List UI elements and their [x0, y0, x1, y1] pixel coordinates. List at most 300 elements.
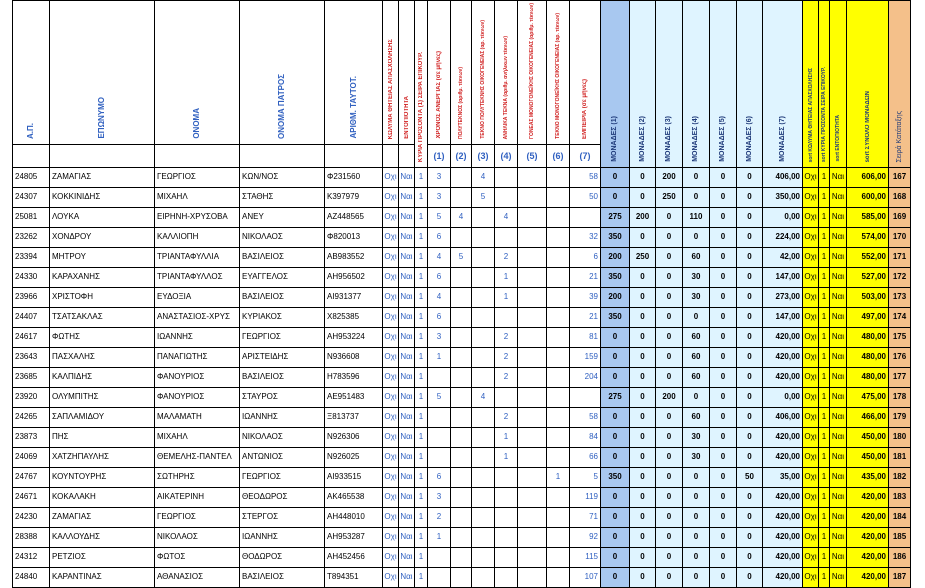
cell-on: ΑΙΚΑΤΕΡΙΝΗ — [155, 487, 240, 507]
table-row — [13, 367, 911, 387]
cell-c2: 5 — [451, 247, 472, 267]
cell-ent: Ναι — [399, 467, 415, 487]
cell-c6 — [547, 227, 570, 247]
cell-c6 — [547, 347, 570, 367]
cell-ep: ΧΡΙΣΤΟΦΗ — [50, 287, 155, 307]
cell-m1: 0 — [601, 447, 630, 467]
cell-c4: 1 — [495, 287, 518, 307]
cell-ent: Ναι — [399, 487, 415, 507]
cell-c4: 4 — [495, 207, 518, 227]
cell-ky: 1 — [415, 467, 428, 487]
cell-m7: 35,00 — [763, 467, 803, 487]
cell-sky: 1 — [819, 567, 830, 587]
cell-kol: Οχι — [383, 507, 399, 527]
cell-id: ΑΙ933515 — [325, 467, 383, 487]
cell-ent: Ναι — [399, 347, 415, 367]
cell-c3 — [472, 507, 495, 527]
cell-m7: 42,00 — [763, 247, 803, 267]
header-kyria: ΚΥΡΙΑ ΠΡΟΣΟΝΤΑ (1) ΣΕΙΡΑ ΕΠΙΚΟΥΡ. — [415, 1, 428, 168]
cell-m2: 0 — [630, 287, 656, 307]
cell-ap: 24671 — [13, 487, 50, 507]
cell-ep: ΖΑΜΑΓΙΑΣ — [50, 507, 155, 527]
cell-id: ΑΗ448010 — [325, 507, 383, 527]
cell-kol: Οχι — [383, 567, 399, 587]
cell-ap: 23262 — [13, 227, 50, 247]
cell-rank: 186 — [889, 547, 911, 567]
cell-c3 — [472, 347, 495, 367]
cell-sum: 497,00 — [847, 307, 889, 327]
cell-m5: 0 — [710, 347, 737, 367]
cell-m4: 0 — [683, 187, 710, 207]
cell-c6 — [547, 207, 570, 227]
colnum-2: (2) — [451, 144, 472, 167]
cell-on: ΙΩΑΝΝΗΣ — [155, 327, 240, 347]
cell-c2 — [451, 567, 472, 587]
cell-rank: 173 — [889, 287, 911, 307]
cell-c4 — [495, 567, 518, 587]
cell-m4: 30 — [683, 427, 710, 447]
cell-ky: 1 — [415, 207, 428, 227]
cell-kol: Οχι — [383, 467, 399, 487]
cell-sky: 1 — [819, 487, 830, 507]
cell-c4: 2 — [495, 347, 518, 367]
cell-c7: 204 — [570, 367, 601, 387]
cell-sk: Οχι — [803, 327, 819, 347]
cell-ap: 24330 — [13, 267, 50, 287]
cell-m4: 0 — [683, 167, 710, 187]
cell-m3: 200 — [656, 167, 683, 187]
cell-ep: ΟΛΥΜΠΙΤΗΣ — [50, 387, 155, 407]
cell-c6 — [547, 547, 570, 567]
cell-ap: 24069 — [13, 447, 50, 467]
cell-c5 — [518, 187, 547, 207]
table-row — [13, 527, 911, 547]
cell-id: Κ397979 — [325, 187, 383, 207]
cell-id: Η783596 — [325, 367, 383, 387]
cell-rank: 176 — [889, 347, 911, 367]
cell-sky: 1 — [819, 367, 830, 387]
cell-c2 — [451, 527, 472, 547]
cell-m2: 0 — [630, 427, 656, 447]
cell-c5 — [518, 287, 547, 307]
cell-on: ΜΙΧΑΗΛ — [155, 187, 240, 207]
cell-c1: 1 — [428, 347, 451, 367]
cell-sky: 1 — [819, 427, 830, 447]
cell-ky: 1 — [415, 347, 428, 367]
cell-c1: 3 — [428, 187, 451, 207]
cell-sum: 420,00 — [847, 527, 889, 547]
colnum-4: (4) — [495, 144, 518, 167]
cell-ent: Ναι — [399, 187, 415, 207]
header-sort-kolyma: sort ΚΩΛΥΜΑ ΘΗΤΕΙΑΣ ΑΠΑΣΧΟΛΗΣΗΣ — [803, 1, 819, 168]
header-onoma: ΟΝΟΜΑ — [155, 1, 240, 145]
cell-c5 — [518, 327, 547, 347]
cell-id: ΑΙ931377 — [325, 287, 383, 307]
cell-pat: ΕΥΑΓΓΕΛΟΣ — [240, 267, 325, 287]
cell-id: ΑΗ953224 — [325, 327, 383, 347]
cell-m6: 0 — [737, 367, 763, 387]
cell-on: ΣΩΤΗΡΗΣ — [155, 467, 240, 487]
cell-m3: 0 — [656, 347, 683, 367]
cell-c4: 2 — [495, 367, 518, 387]
cell-m3: 0 — [656, 227, 683, 247]
cell-m4: 110 — [683, 207, 710, 227]
cell-ap: 28388 — [13, 527, 50, 547]
cell-c6: 1 — [547, 467, 570, 487]
cell-m2: 0 — [630, 307, 656, 327]
cell-m2: 0 — [630, 227, 656, 247]
cell-sky: 1 — [819, 187, 830, 207]
cell-c3 — [472, 407, 495, 427]
cell-c3 — [472, 447, 495, 467]
cell-c6 — [547, 487, 570, 507]
header-anilika: ΑΝΗΛΙΚΑ ΤΕΚΝΑ (αριθμ. ανήλικων τέκνων) — [495, 1, 518, 145]
cell-sk: Οχι — [803, 187, 819, 207]
cell-id: ΑΚ465538 — [325, 487, 383, 507]
cell-ent: Ναι — [399, 447, 415, 467]
cell-c5 — [518, 247, 547, 267]
cell-m1: 275 — [601, 387, 630, 407]
header-monades1: ΜΟΝΑΔΕΣ (1) — [601, 1, 630, 168]
cell-c6 — [547, 307, 570, 327]
cell-sky: 1 — [819, 327, 830, 347]
cell-pat: ΣΤΑΘΗΣ — [240, 187, 325, 207]
cell-c7: 50 — [570, 187, 601, 207]
cell-c1: 6 — [428, 307, 451, 327]
cell-m5: 0 — [710, 327, 737, 347]
cell-m6: 0 — [737, 267, 763, 287]
cell-rank: 179 — [889, 407, 911, 427]
cell-m7: 0,00 — [763, 207, 803, 227]
cell-pat: ΒΑΣΙΛΕΙΟΣ — [240, 247, 325, 267]
cell-m4: 0 — [683, 547, 710, 567]
cell-sk: Οχι — [803, 467, 819, 487]
cell-sk: Οχι — [803, 387, 819, 407]
cell-on: ΦΑΝΟΥΡΙΟΣ — [155, 367, 240, 387]
cell-rank: 169 — [889, 207, 911, 227]
cell-id: Φ231560 — [325, 167, 383, 187]
cell-ep: ΚΑΛΠΙΔΗΣ — [50, 367, 155, 387]
cell-ent: Ναι — [399, 507, 415, 527]
cell-c7: 84 — [570, 427, 601, 447]
cell-c5 — [518, 167, 547, 187]
cell-m6: 0 — [737, 347, 763, 367]
cell-ky: 1 — [415, 487, 428, 507]
cell-c4 — [495, 507, 518, 527]
cell-on: ΜΙΧΑΗΛ — [155, 427, 240, 447]
table-row — [13, 447, 911, 467]
cell-c7: 119 — [570, 487, 601, 507]
header-teknomono: ΤΕΚΝΟ ΜΟΝΟΓΟΝΕΪΚΗΣ ΟΙΚΟΓΕΝΕΙΑΣ (αρ. τέκνων) — [547, 1, 570, 145]
cell-kol: Οχι — [383, 167, 399, 187]
cell-m4: 60 — [683, 347, 710, 367]
cell-m2: 0 — [630, 487, 656, 507]
cell-id: Χ825385 — [325, 307, 383, 327]
cell-c6 — [547, 267, 570, 287]
table-row — [13, 407, 911, 427]
cell-c3 — [472, 427, 495, 447]
cell-sk: Οχι — [803, 247, 819, 267]
cell-sk: Οχι — [803, 287, 819, 307]
cell-rank: 177 — [889, 367, 911, 387]
cell-pat: ΙΩΑΝΝΗΣ — [240, 407, 325, 427]
cell-m1: 0 — [601, 487, 630, 507]
cell-m6: 0 — [737, 167, 763, 187]
cell-m7: 420,00 — [763, 427, 803, 447]
cell-c5 — [518, 367, 547, 387]
cell-c3: 4 — [472, 167, 495, 187]
cell-sum: 420,00 — [847, 567, 889, 587]
cell-sky: 1 — [819, 407, 830, 427]
cell-ap: 24230 — [13, 507, 50, 527]
cell-ent: Ναι — [399, 387, 415, 407]
cell-ky: 1 — [415, 407, 428, 427]
cell-m7: 0,00 — [763, 387, 803, 407]
cell-ky: 1 — [415, 287, 428, 307]
cell-c2 — [451, 347, 472, 367]
cell-c4 — [495, 307, 518, 327]
cell-m3: 0 — [656, 287, 683, 307]
cell-sum: 475,00 — [847, 387, 889, 407]
cell-c5 — [518, 387, 547, 407]
cell-ky: 1 — [415, 267, 428, 287]
cell-id: Ξ813737 — [325, 407, 383, 427]
cell-m3: 0 — [656, 547, 683, 567]
cell-c4: 2 — [495, 407, 518, 427]
cell-c5 — [518, 427, 547, 447]
cell-c2 — [451, 167, 472, 187]
cell-m7: 273,00 — [763, 287, 803, 307]
cell-id: ΑΖ448565 — [325, 207, 383, 227]
cell-c4 — [495, 487, 518, 507]
cell-m1: 0 — [601, 507, 630, 527]
cell-c6 — [547, 567, 570, 587]
cell-c5 — [518, 547, 547, 567]
cell-pat: ΒΑΣΙΛΕΙΟΣ — [240, 367, 325, 387]
header-teknopoly: ΤΕΚΝΟ ΠΟΛΥΤΕΚΝΗΣ ΟΙΚΟΓΕΝΕΙΑΣ (αρ. τέκνων) — [472, 1, 495, 145]
cell-c4 — [495, 527, 518, 547]
cell-ep: ΛΟΥΚΑ — [50, 207, 155, 227]
cell-c3 — [472, 307, 495, 327]
cell-on: ΜΑΛΑΜΑΤΗ — [155, 407, 240, 427]
cell-sky: 1 — [819, 167, 830, 187]
cell-pat: ΑΝΤΩΝΙΟΣ — [240, 447, 325, 467]
cell-rank: 187 — [889, 567, 911, 587]
cell-on: ΘΕΜΕΛΗΣ-ΠΑΝΤΕΛ — [155, 447, 240, 467]
cell-ep: ΧΑΤΖΗΠΑΥΛΗΣ — [50, 447, 155, 467]
cell-m6: 0 — [737, 327, 763, 347]
cell-m6: 0 — [737, 207, 763, 227]
cell-rank: 182 — [889, 467, 911, 487]
cell-c2 — [451, 327, 472, 347]
cell-c1: 4 — [428, 247, 451, 267]
cell-pat: ΑΡΙΣΤΕΙΔΗΣ — [240, 347, 325, 367]
cell-ep: ΖΑΜΑΓΙΑΣ — [50, 167, 155, 187]
cell-m7: 147,00 — [763, 307, 803, 327]
cell-ky: 1 — [415, 527, 428, 547]
cell-ap: 24617 — [13, 327, 50, 347]
cell-c5 — [518, 527, 547, 547]
cell-kol: Οχι — [383, 227, 399, 247]
cell-m5: 0 — [710, 447, 737, 467]
cell-ent: Ναι — [399, 367, 415, 387]
header-arithm: ΑΡΙΘΜ. ΤΑΥΤΟΤ. — [325, 1, 383, 145]
cell-sum: 527,00 — [847, 267, 889, 287]
cell-sk: Οχι — [803, 567, 819, 587]
cell-ky: 1 — [415, 247, 428, 267]
cell-se: Ναι — [830, 427, 847, 447]
table-row — [13, 167, 911, 187]
table-row — [13, 307, 911, 327]
cell-ep: ΚΟΚΚΙΝΙΔΗΣ — [50, 187, 155, 207]
cell-m7: 420,00 — [763, 527, 803, 547]
cell-m7: 420,00 — [763, 547, 803, 567]
cell-m2: 0 — [630, 187, 656, 207]
cell-kol: Οχι — [383, 387, 399, 407]
cell-ep: ΚΑΡΑΧΑΝΗΣ — [50, 267, 155, 287]
cell-m1: 350 — [601, 467, 630, 487]
cell-sky: 1 — [819, 467, 830, 487]
cell-rank: 172 — [889, 267, 911, 287]
cell-c3 — [472, 367, 495, 387]
cell-se: Ναι — [830, 547, 847, 567]
cell-c5 — [518, 227, 547, 247]
cell-sum: 450,00 — [847, 447, 889, 467]
cell-c3 — [472, 527, 495, 547]
cell-m2: 0 — [630, 367, 656, 387]
cell-c5 — [518, 347, 547, 367]
cell-c1 — [428, 567, 451, 587]
cell-ent: Ναι — [399, 547, 415, 567]
cell-m6: 0 — [737, 287, 763, 307]
cell-m6: 0 — [737, 407, 763, 427]
cell-id: Ν926025 — [325, 447, 383, 467]
cell-sum: 480,00 — [847, 347, 889, 367]
cell-sky: 1 — [819, 547, 830, 567]
header-empeiria: ΕΜΠΕΙΡΙΑ (σε μήνες) — [570, 1, 601, 145]
table-row — [13, 227, 911, 247]
cell-m5: 0 — [710, 387, 737, 407]
header-sort-entop: sort ΕΝΤΟΠΙΟΤΗΤΑ — [830, 1, 847, 168]
cell-m1: 0 — [601, 367, 630, 387]
cell-m5: 0 — [710, 407, 737, 427]
cell-m5: 0 — [710, 567, 737, 587]
cell-rank: 180 — [889, 427, 911, 447]
cell-c1 — [428, 447, 451, 467]
cell-c1: 3 — [428, 487, 451, 507]
cell-c6 — [547, 407, 570, 427]
cell-se: Ναι — [830, 367, 847, 387]
cell-m2: 0 — [630, 507, 656, 527]
cell-m4: 0 — [683, 307, 710, 327]
colnum-1: (1) — [428, 144, 451, 167]
cell-c6 — [547, 247, 570, 267]
cell-on: ΑΝΑΣΤΑΣΙΟΣ-ΧΡΥΣ — [155, 307, 240, 327]
cell-m1: 0 — [601, 327, 630, 347]
cell-sk: Οχι — [803, 547, 819, 567]
cell-c6 — [547, 507, 570, 527]
table-row — [13, 387, 911, 407]
cell-m7: 420,00 — [763, 507, 803, 527]
cell-c6 — [547, 287, 570, 307]
cell-se: Ναι — [830, 447, 847, 467]
cell-se: Ναι — [830, 207, 847, 227]
cell-m4: 60 — [683, 407, 710, 427]
cell-on: ΦΩΤΟΣ — [155, 547, 240, 567]
cell-c7: 81 — [570, 327, 601, 347]
cell-c6 — [547, 387, 570, 407]
cell-sk: Οχι — [803, 407, 819, 427]
cell-pat: ΣΤΕΡΓΟΣ — [240, 507, 325, 527]
cell-on: ΠΑΝΑΓΙΩΤΗΣ — [155, 347, 240, 367]
cell-c7 — [570, 207, 601, 227]
cell-ky: 1 — [415, 447, 428, 467]
cell-c5 — [518, 507, 547, 527]
cell-sky: 1 — [819, 307, 830, 327]
cell-c2 — [451, 507, 472, 527]
cell-c2 — [451, 367, 472, 387]
table-row — [13, 507, 911, 527]
cell-c7: 6 — [570, 247, 601, 267]
cell-m2: 0 — [630, 567, 656, 587]
cell-c3 — [472, 267, 495, 287]
cell-c1: 1 — [428, 527, 451, 547]
cell-c5 — [518, 567, 547, 587]
table-row — [13, 347, 911, 367]
cell-c7: 71 — [570, 507, 601, 527]
cell-c4: 2 — [495, 327, 518, 347]
cell-sum: 466,00 — [847, 407, 889, 427]
header-monades5: ΜΟΝΑΔΕΣ (5) — [710, 1, 737, 168]
cell-pat: ΘΟΔΩΡΟΣ — [240, 547, 325, 567]
cell-c4 — [495, 547, 518, 567]
cell-c7: 58 — [570, 167, 601, 187]
cell-ap: 23873 — [13, 427, 50, 447]
cell-ky: 1 — [415, 547, 428, 567]
cell-c6 — [547, 447, 570, 467]
cell-ap: 24805 — [13, 167, 50, 187]
cell-m1: 200 — [601, 247, 630, 267]
cell-id: ΑΗ452456 — [325, 547, 383, 567]
cell-pat: ΝΙΚΟΛΑΟΣ — [240, 427, 325, 447]
cell-c2: 4 — [451, 207, 472, 227]
cell-kol: Οχι — [383, 527, 399, 547]
cell-on: ΤΡΙΑΝΤΑΦΥΛΛΟΣ — [155, 267, 240, 287]
cell-m2: 0 — [630, 327, 656, 347]
cell-c6 — [547, 167, 570, 187]
cell-se: Ναι — [830, 467, 847, 487]
cell-m4: 0 — [683, 227, 710, 247]
cell-ent: Ναι — [399, 327, 415, 347]
cell-sk: Οχι — [803, 487, 819, 507]
cell-m5: 0 — [710, 287, 737, 307]
cell-m6: 0 — [737, 227, 763, 247]
cell-c5 — [518, 447, 547, 467]
cell-sky: 1 — [819, 227, 830, 247]
table-row — [13, 467, 911, 487]
cell-c3: 5 — [472, 187, 495, 207]
cell-ent: Ναι — [399, 527, 415, 547]
cell-c2 — [451, 447, 472, 467]
cell-m3: 0 — [656, 407, 683, 427]
cell-c3 — [472, 327, 495, 347]
cell-c1: 4 — [428, 287, 451, 307]
cell-se: Ναι — [830, 167, 847, 187]
cell-m1: 350 — [601, 267, 630, 287]
cell-c6 — [547, 187, 570, 207]
cell-m4: 0 — [683, 467, 710, 487]
cell-c1 — [428, 547, 451, 567]
